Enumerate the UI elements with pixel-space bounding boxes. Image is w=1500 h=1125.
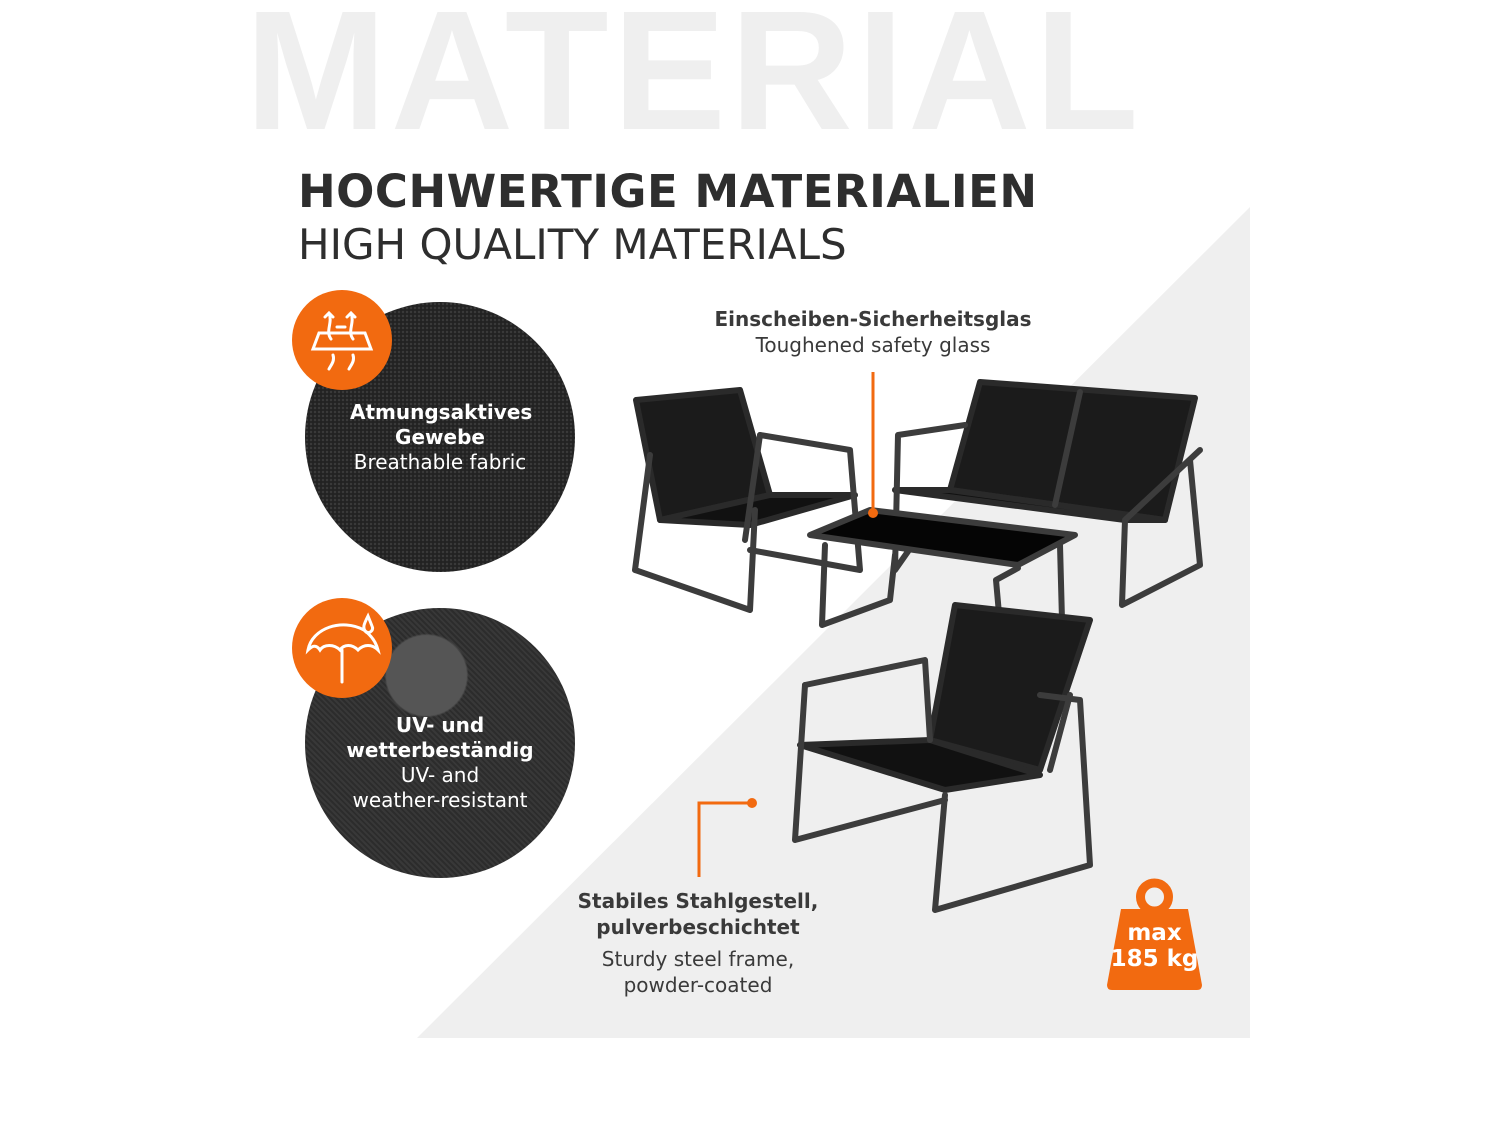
max-load-label: max (1127, 920, 1182, 946)
feature-title-en-2: weather-resistant (352, 788, 528, 812)
callout-glass-pointer (860, 370, 890, 530)
callout-frame-pointer (690, 795, 765, 880)
callout-glass-de: Einscheiben-Sicherheitsglas (714, 307, 1032, 331)
feature-title-en: Breathable fabric (353, 449, 527, 474)
callout-frame-de-1: Stabiles Stahlgestell, (577, 889, 819, 913)
feature-title-de-1: UV- und (395, 713, 485, 737)
callout-frame-en-2: powder-coated (623, 973, 773, 997)
max-load-value: 185 kg (1110, 946, 1199, 972)
callout-glass-en: Toughened safety glass (755, 333, 991, 357)
callout-frame-de-2: pulverbeschichtet (596, 915, 800, 939)
callout-frame (560, 888, 836, 998)
page-subtitle: HIGH QUALITY MATERIALS (298, 220, 847, 269)
sofa (895, 382, 1200, 605)
callout-glass (700, 306, 1046, 358)
breathable-fabric-icon (292, 290, 392, 390)
umbrella-rain-icon (292, 598, 392, 698)
feature-title-de: Atmungsaktives Gewebe (350, 399, 533, 449)
feature-title-en-1: UV- and (400, 763, 480, 787)
callout-frame-en-1: Sturdy steel frame, (601, 947, 795, 971)
watermark: MATERIAL (245, 0, 1143, 166)
feature-title-de-2: wetterbeständig (346, 738, 534, 762)
max-load-badge (1107, 920, 1202, 972)
armchair-front (795, 605, 1090, 910)
page-title: HOCHWERTIGE MATERIALIEN (298, 165, 1038, 218)
